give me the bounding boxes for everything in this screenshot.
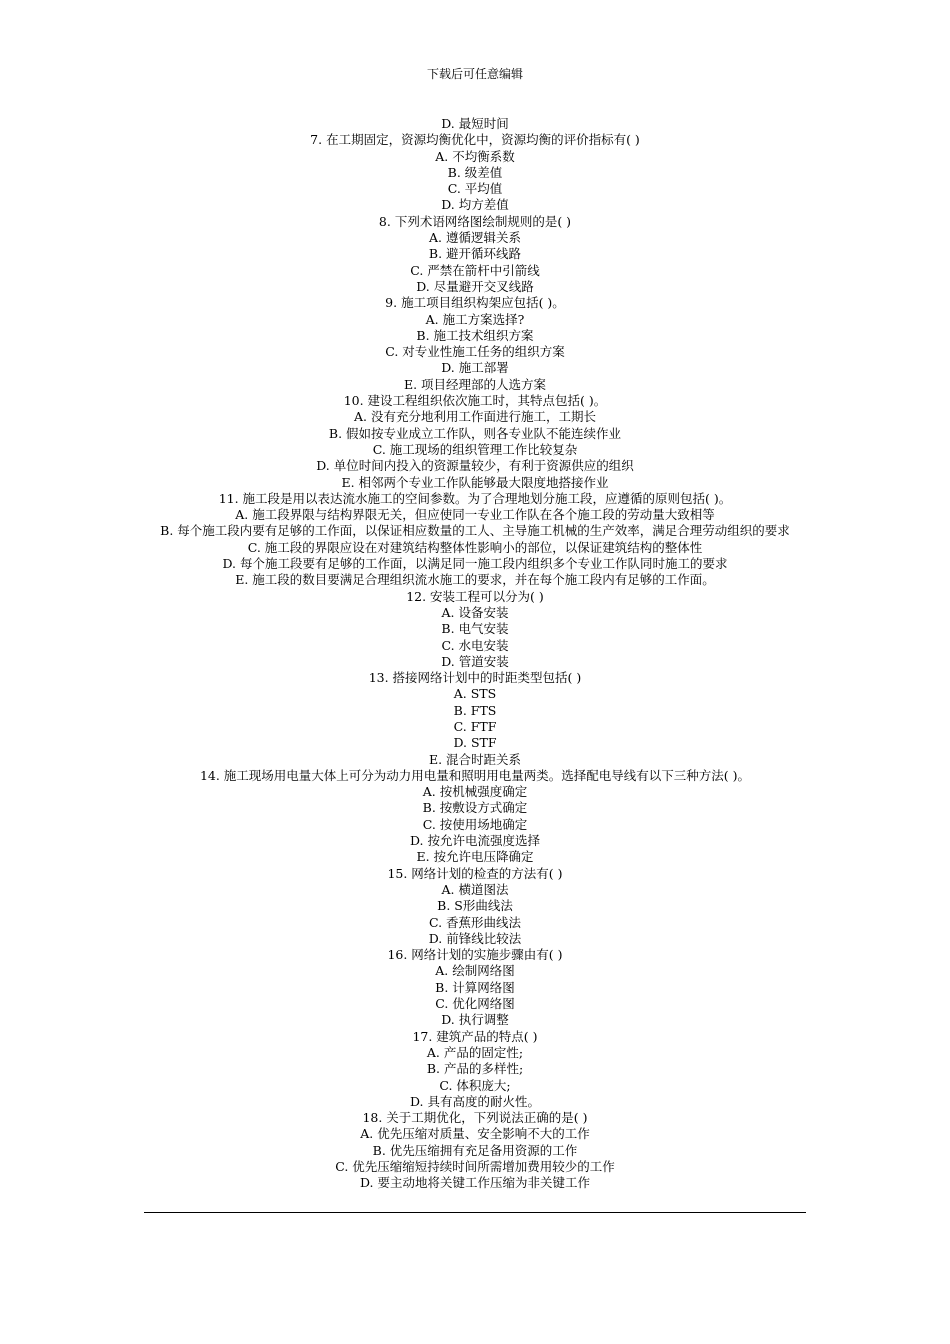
text-line: B. S形曲线法 [437,898,513,914]
text-line: A. 横道图法 [441,881,509,897]
text-line: 12. 安装工程可以分为( ) [406,588,544,604]
text-line: C. 施工现场的组织管理工作比较复杂 [372,441,578,457]
text-line: 8. 下列术语网络图绘制规则的是( ) [378,213,572,229]
text-line: B. 施工技术组织方案 [416,327,534,343]
text-line: C. 平均值 [447,181,503,197]
text-line: D. STF [453,735,497,751]
text-line: C. 水电安装 [441,637,509,653]
document-body [140,116,810,1192]
text-line: C. 施工段的界限应设在对建筑结构整体性影响小的部位，以保证建筑结构的整体性 [247,539,703,555]
page-header: 下载后可任意编辑 [426,67,523,81]
text-line: B. 避开循环线路 [428,246,522,262]
text-line: E. 相邻两个专业工作队能够最大限度地搭接作业 [341,474,609,490]
text-line: C. 对专业性施工任务的组织方案 [385,344,565,360]
text-line: E. 项目经理部的人选方案 [403,376,547,392]
text-line: A. 产品的固定性; [426,1044,524,1060]
text-line: E. 混合时距关系 [428,751,522,767]
text-line: 11. 施工段是用以表达流水施工的空间参数。为了合理地划分施工段，应遵循的原则包括( )。 [218,490,732,506]
text-line: D. 均方差值 [441,197,509,213]
text-line: B. 按敷设方式确定 [422,800,528,816]
text-line: 17. 建筑产品的特点( ) [412,1028,538,1044]
text-line: C. 严禁在箭杆中引箭线 [410,262,540,278]
text-line: A. 优先压缩对质量、安全影响不大的工作 [360,1126,590,1142]
text-line: E. 按允许电压降确定 [416,849,534,865]
text-line: 13. 搭接网络计划中的时距类型包括( ) [368,670,582,686]
text-line: E. 施工段的数目要满足合理组织流水施工的要求，并在每个施工段内有足够的工作面。 [235,572,715,588]
text-line: A. 遵循逻辑关系 [429,230,521,246]
text-line: B. 电气安装 [441,621,509,637]
text-line: B. 优先压缩拥有充足备用资源的工作 [372,1142,578,1158]
text-line: D. 每个施工段要有足够的工作面，以满足同一施工段内组织多个专业工作队同时施工的要求 [222,556,728,572]
text-line: 15. 网络计划的检查的方法有( ) [387,865,563,881]
text-line: 9. 施工项目组织构架应包括( )。 [385,295,565,311]
text-line: B. FTS [453,702,497,718]
text-line: D. 要主动地将关键工作压缩为非关键工作 [359,1175,591,1191]
text-line: 16. 网络计划的实施步骤由有( ) [387,947,563,963]
text-line: A. 设备安装 [441,604,509,620]
text-line: C. 优先压缩缩短持续时间所需增加费用较少的工作 [335,1159,615,1174]
text-line: C. 体积庞大; [439,1077,511,1093]
text-line: B. 计算网络图 [435,979,515,995]
text-line: D. 按允许电流强度选择 [409,833,541,849]
text-line: 7. 在工期固定，资源均衡优化中，资源均衡的评价指标有( ) [310,132,640,148]
text-line: D. 执行调整 [441,1012,509,1028]
text-line: D. 单位时间内投入的资源量较少，有利于资源供应的组织 [316,458,634,474]
text-line: C. 优化网络图 [435,996,515,1012]
text-line: A. 不均衡系数 [435,148,515,164]
text-line: C. FTF [453,718,497,734]
text-line: D. 前锋线比较法 [428,930,522,946]
text-line: A. 施工方案选择? [425,311,525,327]
text-line: B. 产品的多样性; [426,1061,524,1077]
text-line: D. 管道安装 [441,653,509,669]
text-line: D. 最短时间 [441,116,509,131]
text-line: A. 施工段界限与结构界限无关，但应使同一专业工作队在各个施工段的劳动量大致相等 [235,507,715,523]
text-line: A. 没有充分地利用工作面进行施工，工期长 [354,409,596,425]
footer-rule [144,1212,806,1213]
text-line: B. 假如按专业成立工作队，则各专业队不能连续作业 [328,425,622,441]
text-line: A. 绘制网络图 [435,963,515,979]
text-line: 10. 建设工程组织依次施工时，其特点包括( )。 [343,393,607,409]
text-line: A. STS [453,686,497,702]
text-line: C. 按使用场地确定 [422,816,528,832]
text-line: 14. 施工现场用电量大体上可分为动力用电量和照明用电量两类。选择配电导线有以下三种方法( )。 [199,767,751,783]
text-line: D. 施工部署 [441,360,509,376]
text-line: 18. 关于工期优化，下列说法正确的是( ) [362,1110,588,1126]
text-line: A. 按机械强度确定 [422,784,528,800]
text-line: B. 每个施工段内要有足够的工作面，以保证相应数量的工人、主导施工机械的生产效率，满足合理劳动组织的要求 [160,523,790,539]
text-line: C. 香蕉形曲线法 [428,914,522,930]
text-line: D. 具有高度的耐火性。 [409,1093,541,1109]
text-line: B. 级差值 [447,164,503,180]
text-line: D. 尽量避开交叉线路 [416,278,534,294]
